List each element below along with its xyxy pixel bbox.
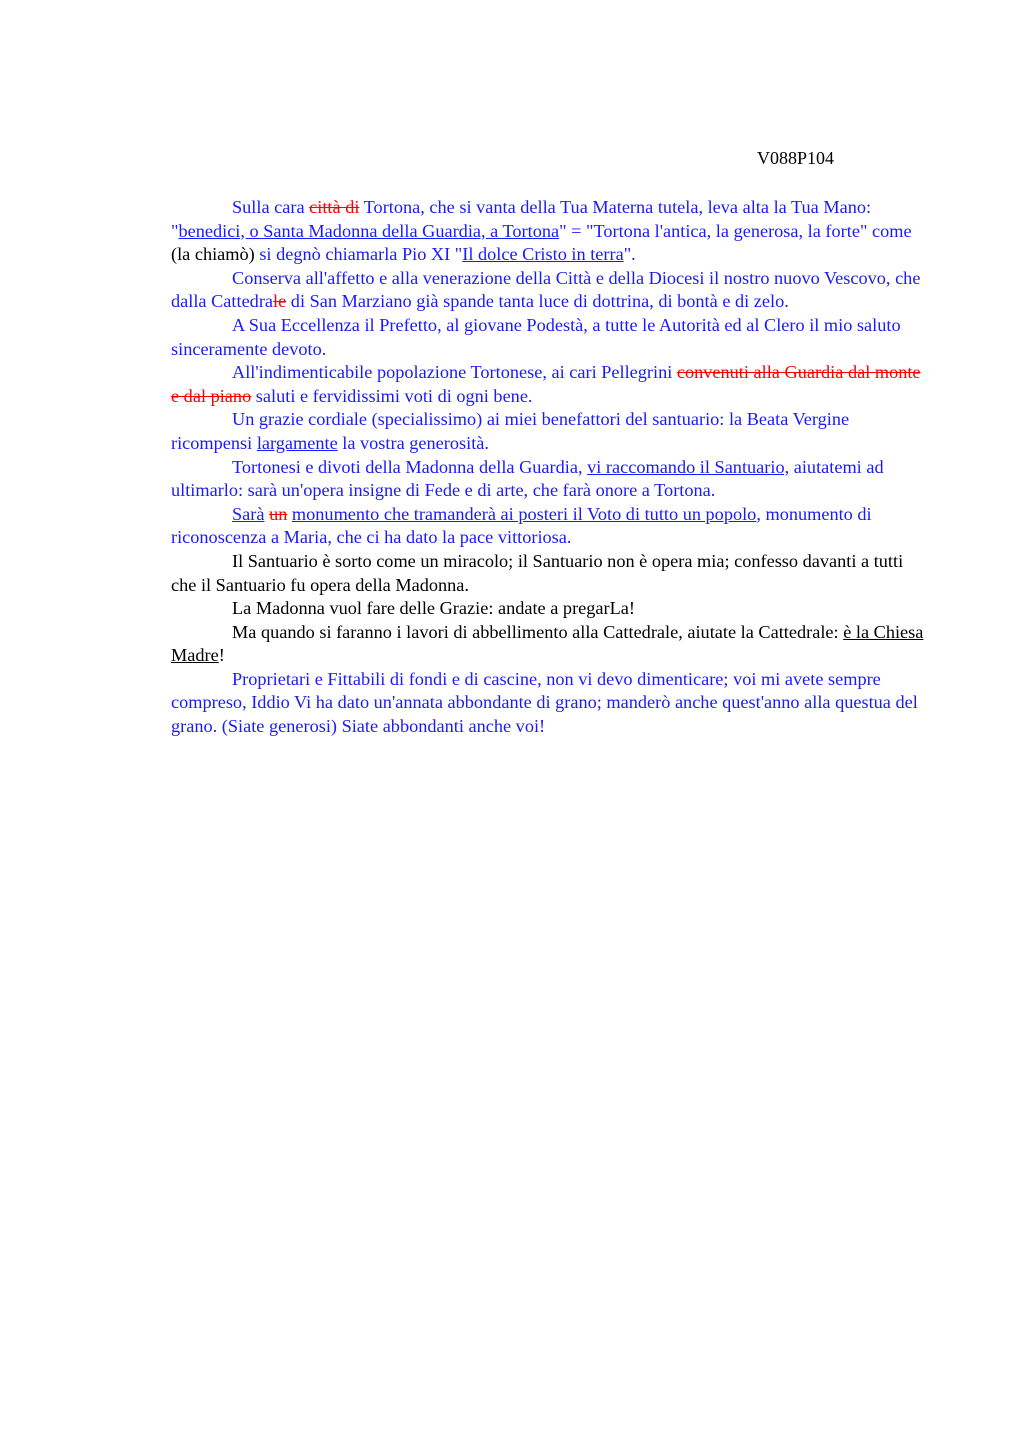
underlined-text: Il dolce Cristo in terra [462, 244, 624, 265]
document-body [171, 196, 931, 739]
paragraph-3 [171, 314, 931, 361]
text-run: la vostra generosità. [337, 432, 489, 453]
text-run: Proprietari e Fittabili di fondi e di cascine, non vi devo dimenticare; voi mi avete sempre compreso, Iddio Vi ha dato un'annata abbondante di grano; manderò anche quest'anno alla questua del grano. (Siate generosi) Siate abbondanti anche voi! [171, 668, 918, 737]
text-run: Ma quando si faranno i lavori di abbellimento alla Cattedrale, aiutate la Cattedrale: [232, 621, 844, 642]
text-run: si degnò chiamarla Pio XI " [254, 244, 463, 265]
text-run: saluti e fervidissimi voti di ogni bene. [251, 385, 533, 406]
text-run: All'indimenticabile popolazione Tortonese, ai cari Pellegrini [232, 362, 677, 383]
paragraph-8 [171, 550, 931, 597]
text-run: Tortonesi e divoti della Madonna della Guardia, [232, 456, 588, 477]
text-run: Conserva all'affetto e alla venerazione della Città e della Diocesi il nostro nuovo Vescovo, che dalla Cattedra [171, 267, 921, 312]
paragraph-11 [171, 668, 931, 739]
deleted-text: convenuti alla Guardia dal monte e dal piano [171, 362, 921, 406]
underlined-text: è la Chiesa Madre [171, 621, 924, 666]
text-run: ! [218, 645, 225, 666]
text-run: aiutatemi ad ultimarlo: sarà un'opera insigne di Fede e di arte, che farà onore a Tortona. [171, 456, 884, 501]
paragraph-9 [171, 597, 931, 621]
text-run: ". [623, 244, 636, 265]
text-run: , monumento di riconoscenza a Maria, che ci ha dato la pace vittoriosa. [171, 503, 872, 548]
paragraph-6 [171, 456, 931, 503]
page-id: V088P104 [757, 148, 835, 168]
underlined-text: Sarà [232, 503, 265, 524]
underlined-text: vi raccomando il Santuario, [587, 456, 790, 477]
paragraph-1 [171, 196, 931, 267]
deleted-text: un [269, 503, 288, 524]
text-run: Il Santuario è sorto come un miracolo; il Santuario non è opera mia; confesso davanti a tutti che il Santuario fu opera della Madonna. [171, 550, 904, 595]
paragraph-2 [171, 267, 931, 314]
text-run: A Sua Eccellenza il Prefetto, al giovane Podestà, a tutte le Autorità ed al Clero il mio saluto sinceramente devoto. [171, 314, 901, 359]
text-run: La Madonna vuol fare delle Grazie: andate a pregarLa! [232, 598, 635, 619]
text-run: Tortona, che si vanta della Tua Materna tutela, leva alta la Tua Mano: " [171, 197, 872, 241]
underlined-text: monumento che tramanderà ai posteri il Voto di tutto un popolo [291, 503, 757, 524]
text-run: (la chiamò) [171, 244, 255, 265]
deleted-text: le [273, 291, 287, 312]
underlined-text: largamente [256, 432, 338, 453]
deleted-text: città di [309, 197, 360, 217]
text-run: " = "Tortona l'antica, la generosa, la forte" come [559, 220, 912, 241]
paragraph-7 [171, 503, 931, 550]
paragraph-5 [171, 408, 931, 455]
paragraph-10 [171, 621, 931, 668]
text-run: Sulla cara [232, 197, 310, 217]
underlined-text: benedici, o Santa Madonna della Guardia, a Tortona [178, 220, 560, 241]
paragraph-4 [171, 361, 931, 408]
text-run: Un grazie cordiale (specialissimo) ai miei benefattori del santuario: la Beata Vergine ricompensi [171, 409, 850, 453]
text-run: di San Marziano già spande tanta luce di dottrina, di bontà e di zelo. [286, 291, 789, 312]
